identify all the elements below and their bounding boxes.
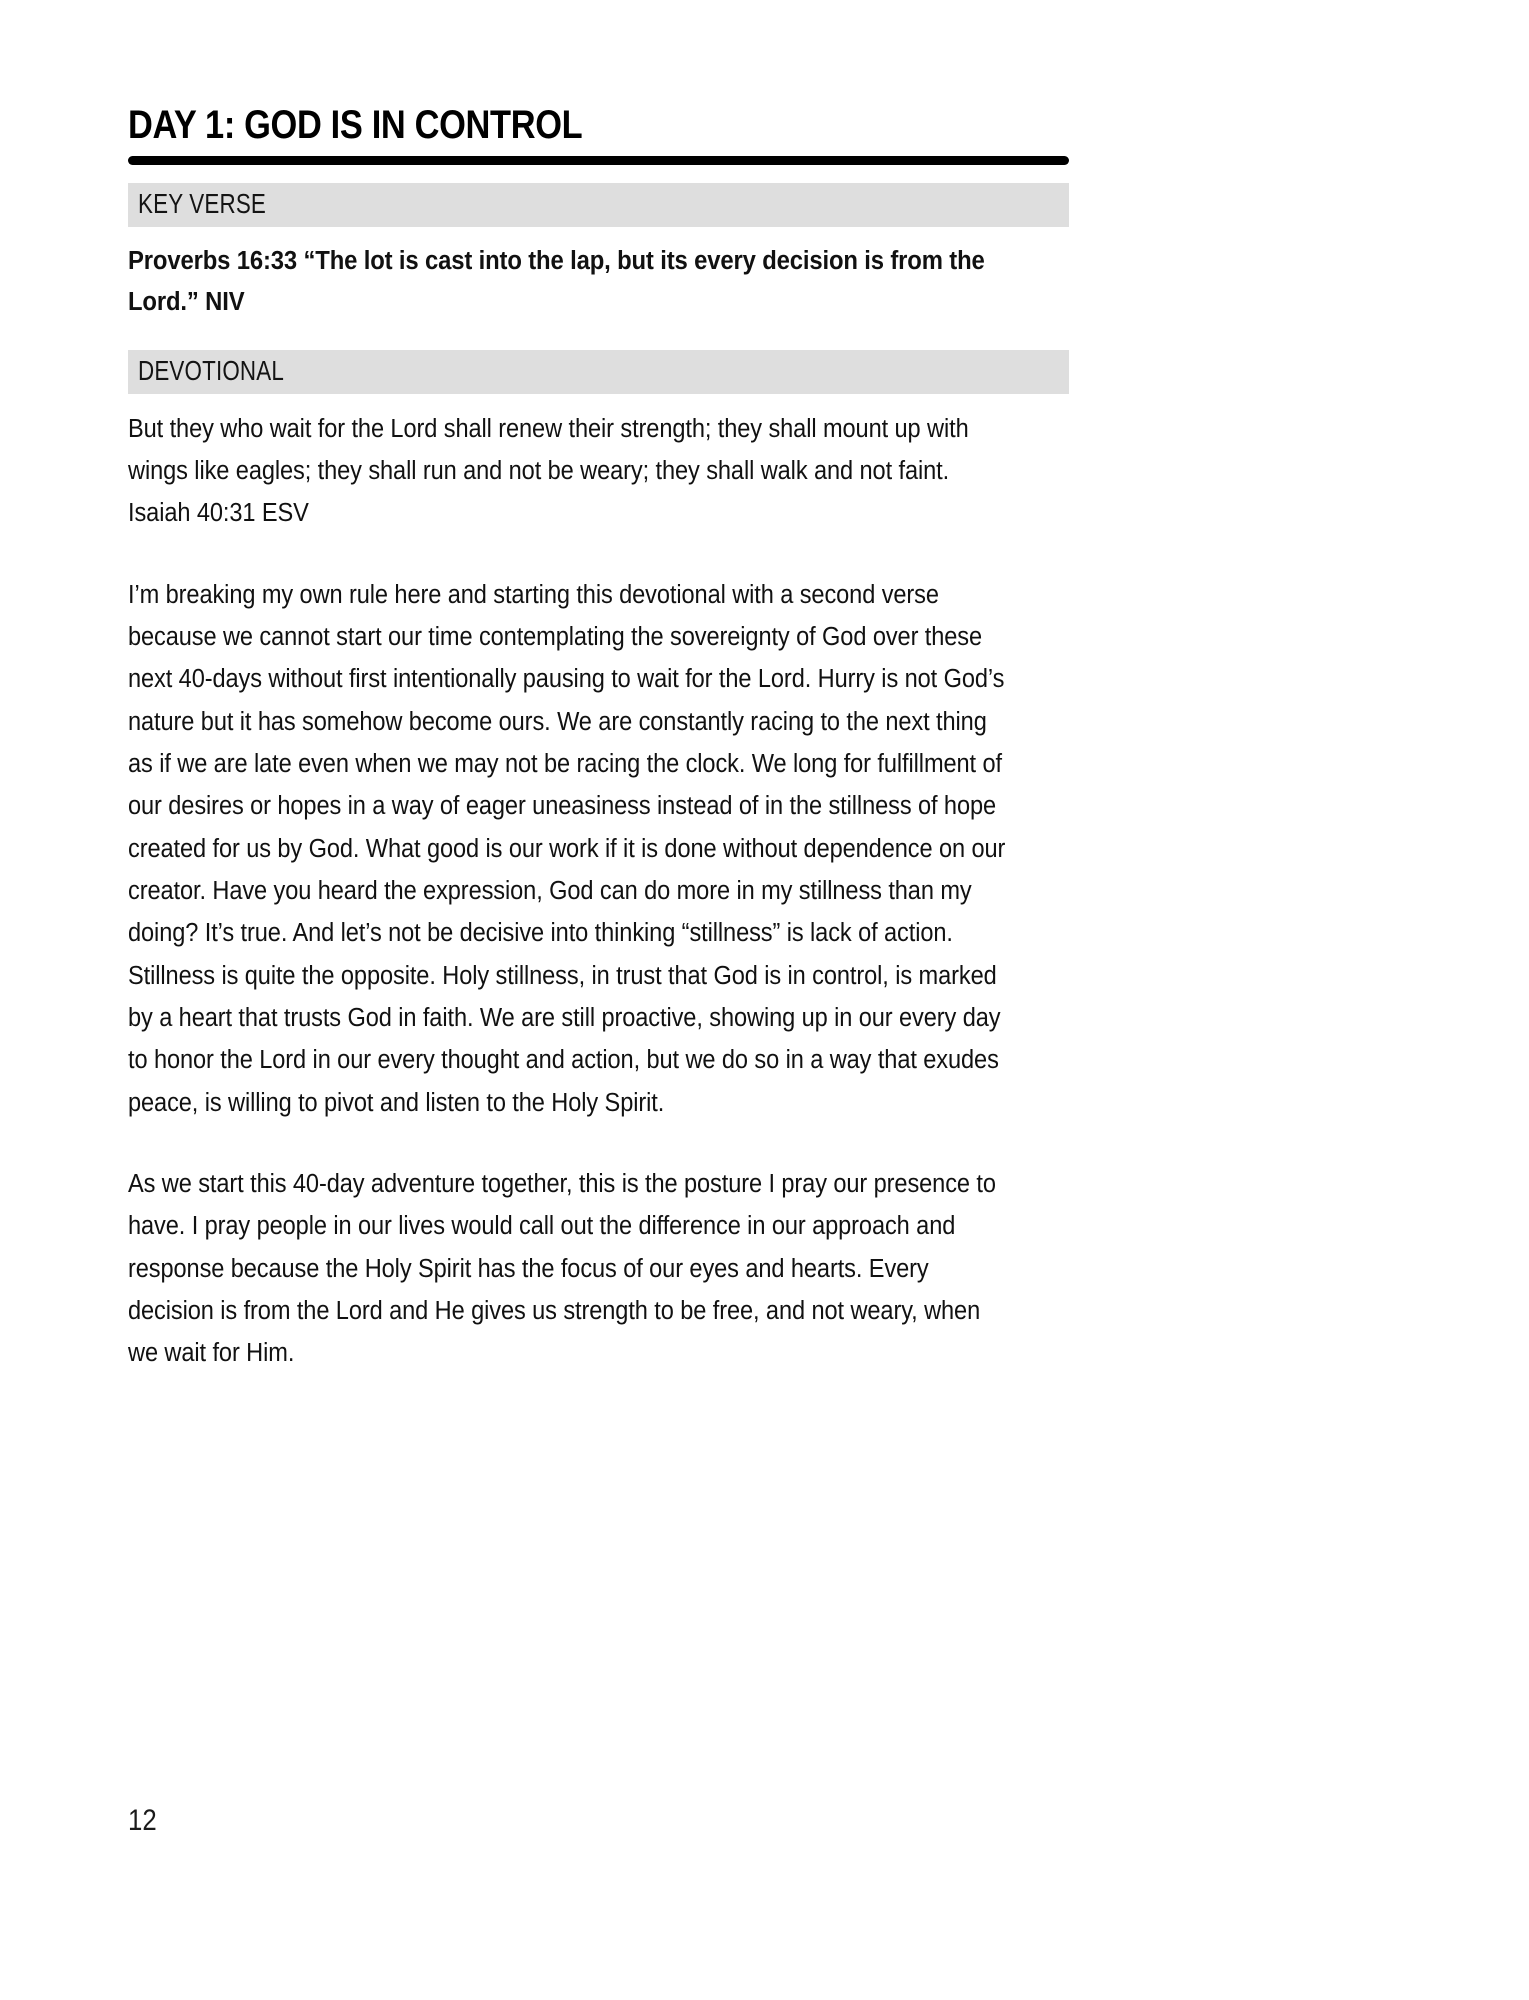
paragraph-spacer <box>128 535 1069 574</box>
devotional-paragraph-isaiah: But they who wait for the Lord shall renew their strength; they shall mount up with wings like eagles; they shall run and not be weary; they shall walk and not faint. Isaiah 40:31 ESV <box>128 414 969 528</box>
page-number: 12 <box>128 1804 157 1837</box>
devotional-heading-label: DEVOTIONAL <box>138 354 284 386</box>
devotional-paragraph-main: I’m breaking my own rule here and starting this devotional with a second verse because we cannot start our time contemplating the sovereignty of God over these next 40-days without first intentionally pausing to wait for the Lord. Hurry is not God’s nature but it has somehow become ours. We are constantly racing to the next thing as if we are late even when we may not be racing the clock. We long for fulfillment of our desires or hopes in a way of eager uneasiness instead of in the stillness of hope created for us by God. What good is our work if it is done without dependence on our creator. Have you heard the expression, God can do more in my stillness than my doing? It’s true. And let’s not be decisive into thinking “stillness” is lack of action. Stillness is quite the opposite. Holy stillness, in trust that God is in control, is marked by a heart that trusts God in faith. We are still proactive, showing up in our every day to honor the Lord in our every thought and action, but we do so in a way that exudes peace, is willing to pivot and listen to the Holy Spirit. <box>128 580 1006 1117</box>
key-verse-text: Proverbs 16:33 “The lot is cast into the lap, but its every decision is from the Lord.” NIV <box>128 247 985 317</box>
paragraph-spacer <box>128 1124 1069 1163</box>
page-content <box>128 104 1069 1374</box>
key-verse-section-header <box>128 183 1069 227</box>
key-verse-heading-label: KEY VERSE <box>138 188 267 219</box>
devotional-paragraph-closing: As we start this 40-day adventure together, this is the posture I pray our presence to have. I pray people in our lives would call out the difference in our approach and response because the Holy Spirit has the focus of our eyes and hearts. Every decision is from the Lord and He gives us strength to be free, and not weary, when we wait for Him. <box>128 1169 996 1368</box>
devotional-section-header <box>128 350 1069 394</box>
page-title: DAY 1: GOD IS IN CONTROL <box>128 103 583 147</box>
title-divider-rule <box>128 156 1069 165</box>
